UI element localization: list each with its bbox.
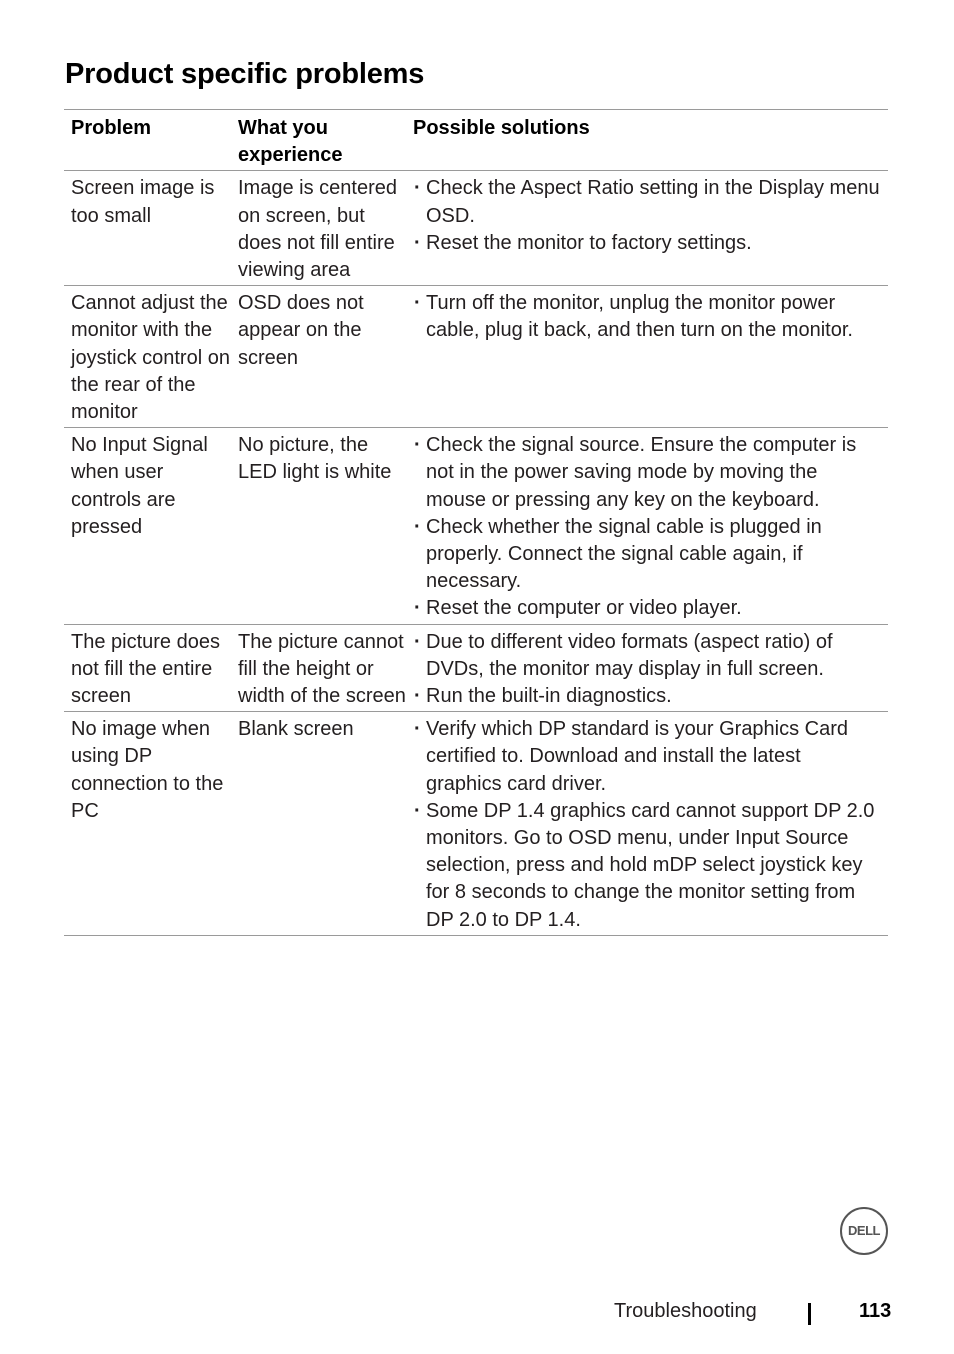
problem-cell: Cannot adjust the monitor with the joystick control on the rear of the monitor [71, 292, 230, 424]
experience-cell: Image is centered on screen, but does not fill entire viewing area [238, 177, 397, 282]
table-row [64, 171, 888, 286]
solution-item: · Check the Aspect Ratio setting in the Display menu OSD. [413, 175, 880, 229]
experience-cell: Blank screen [238, 718, 354, 741]
page-number: 113 [859, 1300, 892, 1322]
solutions-list [413, 175, 880, 257]
problem-cell: The picture does not fill the entire screen [71, 630, 220, 708]
solution-item: · Reset the monitor to factory settings. [413, 230, 880, 257]
table-row [64, 624, 888, 712]
problem-cell: No image when using DP connection to the PC [71, 718, 224, 822]
footer-divider [808, 1303, 811, 1325]
table-header-row [64, 110, 888, 171]
solutions-cell [413, 428, 888, 624]
header-problem: Problem [71, 117, 152, 139]
solution-item: · Turn off the monitor, unplug the monitor power cable, plug it back, and then turn on the monitor. [413, 290, 880, 344]
solution-item: · Verify which DP standard is your Graphics Card certified to. Download and install the latest graphics card driver. [413, 716, 880, 798]
solutions-cell [413, 286, 888, 428]
table-row [64, 428, 888, 624]
header-experience: What you experience [238, 117, 343, 167]
problem-cell: Screen image is too small [71, 177, 215, 227]
solution-item: · Check whether the signal cable is plugged in properly. Connect the signal cable again, if necessary. [413, 514, 880, 596]
solutions-list [413, 432, 880, 622]
table-row [64, 712, 888, 936]
problem-cell: No Input Signal when user controls are pressed [71, 434, 208, 538]
problems-table-container [64, 109, 888, 936]
experience-cell: No picture, the LED light is white [238, 434, 392, 484]
dell-logo-text: DELL [848, 1223, 880, 1238]
solutions-list [413, 629, 880, 711]
solution-item: · Run the built-in diagnostics. [413, 683, 880, 710]
solution-item: · Check the signal source. Ensure the computer is not in the power saving mode by moving the mouse or pressing any key on the keyboard. [413, 432, 880, 514]
page-title: Product specific problems [65, 58, 425, 90]
problems-table [64, 109, 888, 936]
solution-item: · Reset the computer or video player. [413, 595, 880, 622]
solutions-cell [413, 171, 888, 286]
header-solutions: Possible solutions [413, 117, 590, 139]
solutions-list [413, 716, 880, 934]
solutions-list [413, 290, 880, 344]
solutions-cell [413, 624, 888, 712]
experience-cell: OSD does not appear on the screen [238, 292, 364, 369]
experience-cell: The picture cannot fill the height or width of the screen [238, 630, 406, 708]
table-row [64, 286, 888, 428]
solution-item: · Due to different video formats (aspect ratio) of DVDs, the monitor may display in full screen. [413, 629, 880, 683]
footer-section-name: Troubleshooting [614, 1300, 757, 1322]
dell-logo [840, 1207, 888, 1255]
solution-item: · Some DP 1.4 graphics card cannot support DP 2.0 monitors. Go to OSD menu, under Input Source selection, press and hold mDP select joystick key for 8 seconds to change the monitor setting from DP 2.0 to DP 1.4. [413, 798, 880, 934]
solutions-cell [413, 712, 888, 936]
